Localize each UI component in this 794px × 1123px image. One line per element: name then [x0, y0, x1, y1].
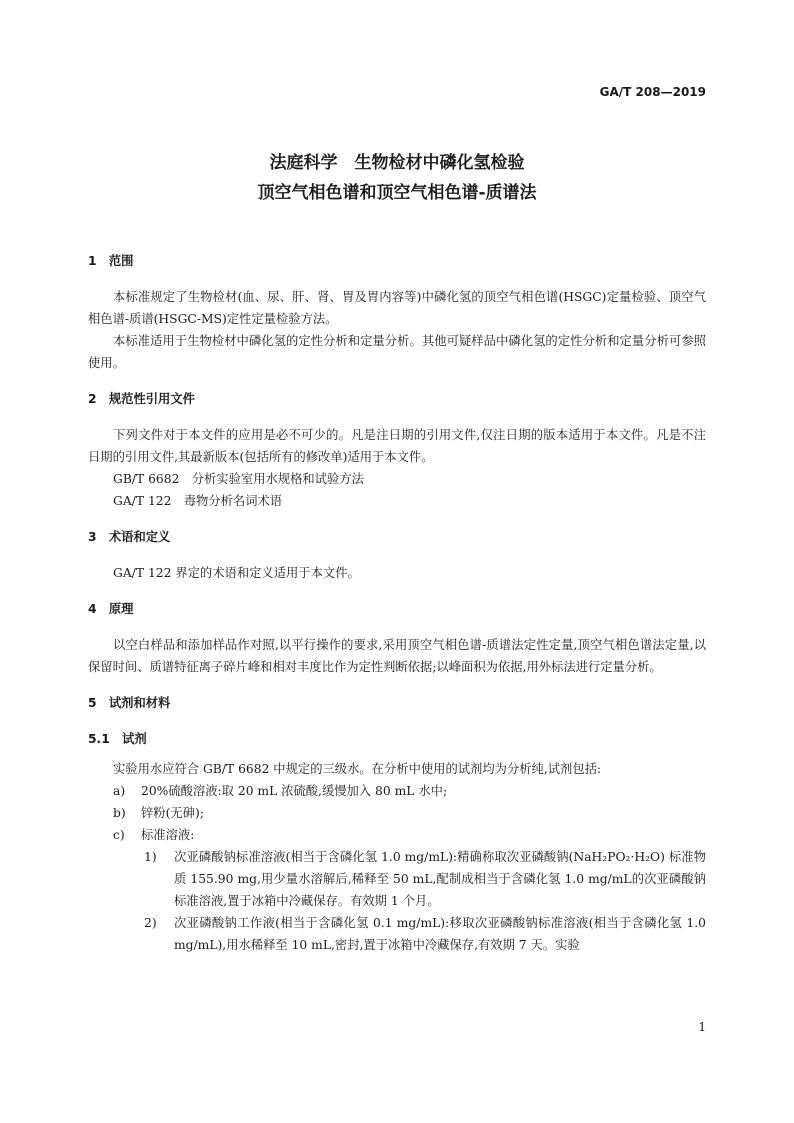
section-reagents-materials	[88, 692, 706, 956]
paragraph: 下列文件对于本文件的应用是必不可少的。凡是注日期的引用文件,仅注日期的版本适用于本文件。凡是不注日期的引用文件,其最新版本(包括所有的修改单)适用于本文件。	[88, 428, 706, 464]
paragraph: 以空白样品和添加样品作对照,以平行操作的要求,采用顶空气相色谱-质谱法定性定量,顶空气相色谱法定量,以保留时间、质谱特征离子碎片峰和相对丰度比作为定性判断依据;以峰面积为依据,用外标法进行定量分析。	[88, 638, 706, 674]
title-line-1: 法庭科学 生物检材中磷化氢检验	[269, 153, 525, 173]
list-label: 1)	[144, 850, 157, 864]
document-body	[88, 250, 706, 970]
page-number: 1	[698, 1020, 706, 1034]
paragraph: 本标准适用于生物检材中磷化氢的定性分析和定量分析。其他可疑样品中磷化氢的定性分析和定量分析可参照使用。	[88, 334, 706, 370]
paragraph: 本标准规定了生物检材(血、尿、肝、肾、胃及胃内容等)中磷化氢的顶空气相色谱(HSGC)定量检验、顶空气相色谱-质谱(HSGC-MS)定性定量检验方法。	[88, 290, 706, 326]
subsection-heading: 5.1 试剂	[88, 732, 147, 746]
section-heading: 3 术语和定义	[88, 530, 171, 544]
section-scope	[88, 250, 706, 374]
standard-code: GA/T 208—2019	[599, 85, 706, 99]
reference-item: GA/T 122 毒物分析名词术语	[113, 494, 283, 508]
list-text: 锌粉(无砷);	[141, 806, 204, 820]
list-text: 标准溶液:	[141, 828, 195, 842]
section-principle	[88, 598, 706, 678]
sub-list-item	[88, 912, 706, 956]
document-title	[0, 148, 794, 208]
section-normative-references	[88, 388, 706, 512]
list-text: 次亚磷酸钠标准溶液(相当于含磷化氢 1.0 mg/mL):精确称取次亚磷酸钠(NaH₂PO₂·H₂O) 标准物质 155.90 mg,用少量水溶解后,稀释至 50 mL,配制成相当于含磷化氢 1.0 mg/mL的次亚磷酸钠标准溶液,置于冰箱中冷藏保存。有效期 1 个月。	[174, 850, 706, 908]
list-label: b)	[113, 806, 126, 820]
section-heading: 2 规范性引用文件	[88, 392, 195, 406]
paragraph: GA/T 122 界定的术语和定义适用于本文件。	[113, 566, 360, 580]
list-item	[88, 780, 706, 802]
section-heading: 4 原理	[88, 602, 134, 616]
list-text: 20%硫酸溶液:取 20 mL 浓硫酸,缓慢加入 80 mL 水中;	[141, 784, 448, 798]
list-label: 2)	[144, 916, 157, 930]
reference-item: GB/T 6682 分析实验室用水规格和试验方法	[113, 472, 364, 486]
title-line-2: 顶空气相色谱和顶空气相色谱-质谱法	[257, 183, 537, 203]
sub-list-item	[88, 846, 706, 912]
paragraph: 实验用水应符合 GB/T 6682 中规定的三级水。在分析中使用的试剂均为分析纯,试剂包括:	[113, 762, 602, 776]
list-item	[88, 824, 706, 846]
section-heading: 1 范围	[88, 254, 134, 268]
section-heading: 5 试剂和材料	[88, 696, 171, 710]
list-text: 次亚磷酸钠工作液(相当于含磷化氢 0.1 mg/mL):移取次亚磷酸钠标准溶液(相当于含磷化氢 1.0 mg/mL),用水稀释至 10 mL,密封,置于冰箱中冷藏保存,有效期 7 天。实验	[174, 916, 706, 952]
list-label: a)	[113, 784, 126, 798]
list-item	[88, 802, 706, 824]
list-label: c)	[113, 828, 125, 842]
section-terms	[88, 526, 706, 584]
